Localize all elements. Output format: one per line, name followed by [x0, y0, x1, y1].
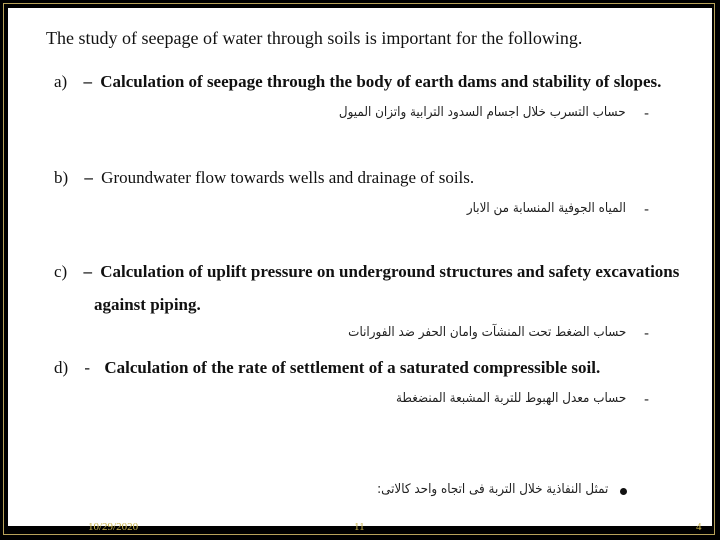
- slide-page: [8, 8, 712, 526]
- footer-page-number: 4: [696, 521, 702, 533]
- footer-center: 11: [354, 521, 365, 533]
- item-a-arabic: حساب التسرب خلال اجسام السدود الترابية واتزان الميول: [339, 105, 626, 120]
- item-c-arabic: حساب الضغط تحت المنشآت وامان الحفر ضد الفورانات: [347, 325, 626, 340]
- item-c-label: c): [54, 262, 68, 281]
- item-a-text: Calculation of seepage through the body of earth dams and stability of slopes.: [100, 72, 662, 91]
- item-c: [54, 262, 679, 282]
- item-d-dash: -: [84, 358, 91, 377]
- item-b-text: Groundwater flow towards wells and drainage of soils.: [101, 168, 475, 187]
- footer-date: 10/29/2020: [88, 521, 139, 533]
- item-b: [54, 168, 474, 188]
- item-a-label: a): [54, 72, 68, 91]
- item-a: [54, 72, 661, 92]
- item-b-arabic: المياه الجوفية المنسابة من الابار: [466, 201, 626, 216]
- item-b-dash: –: [84, 168, 93, 187]
- item-c-dash: –: [83, 262, 92, 281]
- item-c-text: Calculation of uplift pressure on underground structures and safety excavations: [100, 262, 680, 281]
- note-arabic: تمثل النفاذية خلال التربة فى اتجاه واحد كالاتى:: [376, 482, 608, 497]
- item-d: [54, 358, 600, 378]
- item-d-arabic: حساب معدل الهبوط للتربة المشبعة المنضغطة: [395, 391, 626, 406]
- item-b-label: b): [54, 168, 69, 187]
- item-c-text-line2: against piping.: [94, 295, 201, 314]
- item-d-text: Calculation of the rate of settlement of a saturated compressible soil.: [104, 358, 601, 377]
- item-a-arabic-dash: -: [644, 106, 650, 122]
- intro-heading: The study of seepage of water through soils is important for the following.: [46, 28, 583, 48]
- item-a-dash: –: [83, 72, 92, 91]
- item-d-arabic-dash: -: [644, 392, 650, 408]
- item-c-arabic-dash: -: [644, 326, 650, 342]
- item-b-arabic-dash: -: [644, 202, 650, 218]
- item-d-label: d): [54, 358, 69, 377]
- bullet-icon: [620, 488, 627, 495]
